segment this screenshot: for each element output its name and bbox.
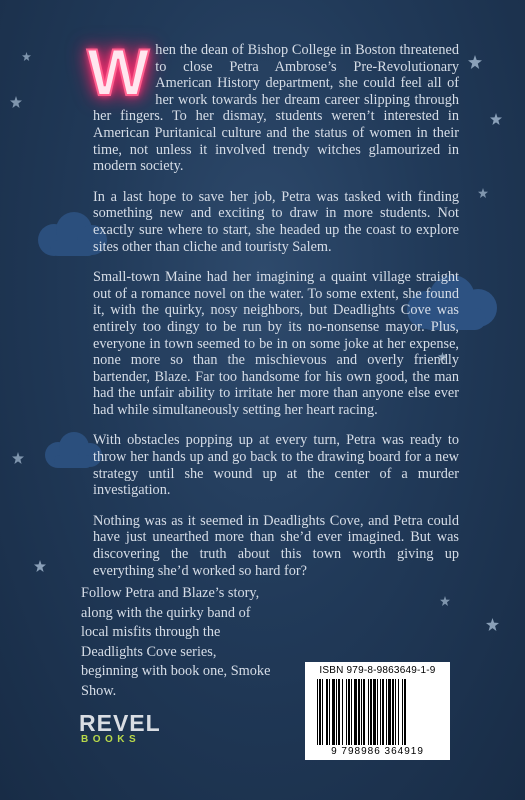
barcode-bars: [317, 679, 438, 745]
publisher-name: REVEL: [79, 710, 161, 736]
star-icon: [490, 113, 502, 125]
isbn-label: ISBN 979-8-9863649-1-9: [319, 665, 436, 676]
star-icon: [478, 188, 488, 198]
star-icon: [10, 96, 22, 108]
book-blurb: [87, 35, 459, 593]
blurb-paragraph: Small-town Maine had her imagining a quaint village straight out of a romance novel on the water. To some extent, she found it, with the quirky, nosy neighbors, but Deadlights Cove was entirely too dingy to be run by its no-nonsense mayor. Plus, everyone in town seemed to be in on some joke at her expense, none more so than the mischievous and overly friendly bartender, Blaze. Far too handsome for his own good, the man had the unfair ability to irritate her more than anyone else ever had while simultaneously setting her heart racing.: [93, 269, 459, 418]
barcode-digits: 9 798986 364919: [331, 746, 424, 757]
drop-cap: W: [87, 35, 150, 109]
blurb-paragraph-text: hen the dean of Bishop College in Boston threatened to close Petra Ambrose’s Pre-Revolutionary American History department, she could feel all of her work towards her dream career slipping through her fingers. To her dismay, students weren’t interested in American Puritanical culture and the status of women in their time, not unless it involved trendy witches glamourized in modern society.: [93, 42, 459, 175]
blurb-paragraph: Nothing was as it seemed in Deadlights Cove, and Petra could have just unearthed more than she’d ever imagined. But was discovering the truth about this town worth giving up everything she’d worked so hard for?: [93, 512, 459, 579]
publisher-logo: [79, 712, 179, 745]
blurb-paragraph: In a last hope to save her job, Petra was tasked with finding something new and exciting to draw in more students. Not exactly sure where to start, she headed up the coast to explore sites other than cliche and touristy Salem.: [93, 188, 459, 255]
star-icon: [468, 55, 482, 69]
publisher-subname: BOOKS: [81, 734, 141, 745]
star-icon: [22, 52, 31, 61]
star-icon: [12, 452, 24, 464]
blurb-paragraph: With obstacles popping up at every turn, Petra was ready to throw her hands up and go back to the drawing board for a new strategy until she wound up at the center of a murder investigation.: [93, 432, 459, 499]
star-icon: [486, 618, 499, 631]
blurb-paragraph: [87, 35, 459, 175]
star-icon: [440, 596, 450, 606]
star-icon: [34, 560, 46, 572]
series-note: Follow Petra and Blaze’s story, along with the quirky band of local misfits through the Deadlights Cove series, beginning with book one, Smoke Show.: [81, 585, 271, 699]
isbn-barcode: [305, 662, 450, 760]
